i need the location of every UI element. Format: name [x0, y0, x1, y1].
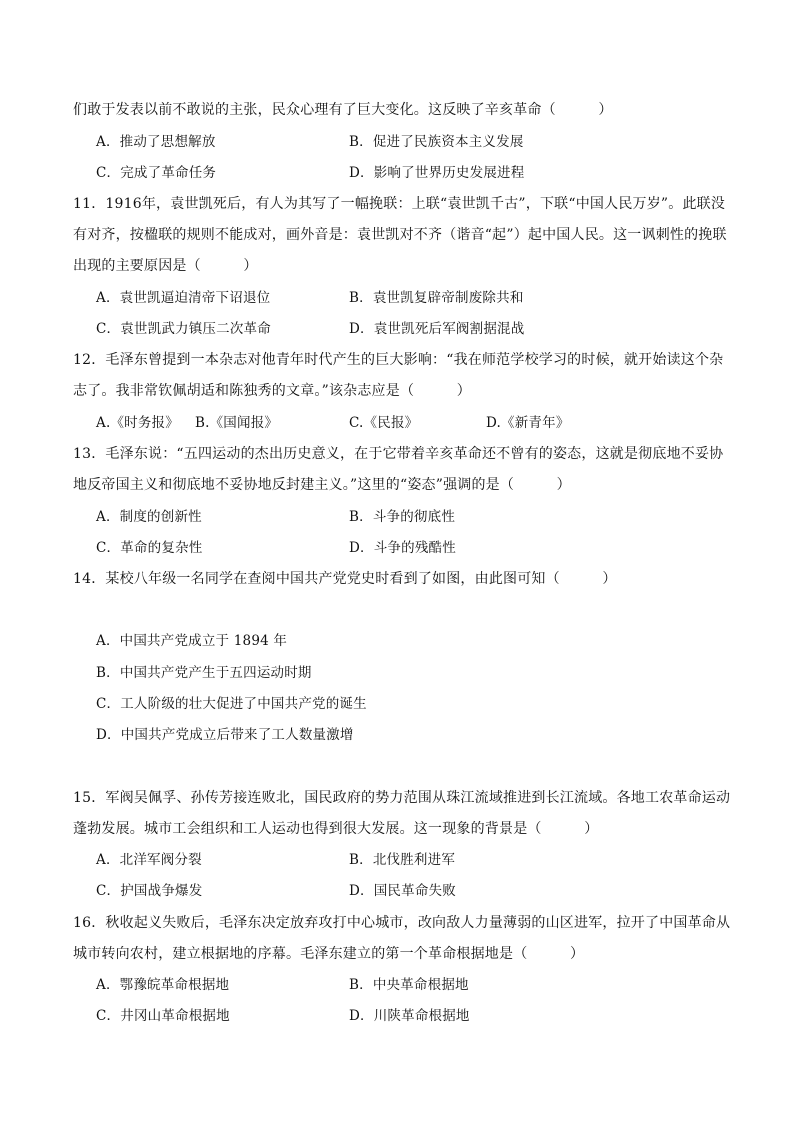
q10-option-d[interactable]: D．影响了世界历史发展进程: [349, 165, 525, 181]
q15-option-c[interactable]: C．护国战争爆发: [96, 883, 203, 899]
q15-option-d[interactable]: D．国民革命失败: [349, 883, 456, 899]
q11-stem-line: 出现的主要原因是（ ）: [73, 258, 258, 274]
q16-option-a[interactable]: A．鄂豫皖革命根据地: [96, 977, 230, 993]
q10-option-a[interactable]: A．推动了思想解放: [96, 134, 216, 150]
q12-stem-line: 12．毛泽东曾提到一本杂志对他青年时代产生的巨大影响：“我在师范学校学习的时候，就开始读这个杂: [73, 352, 724, 368]
q12-option-d[interactable]: D.《新青年》: [486, 415, 570, 431]
q11-stem-line: 有对齐，按楹联的规则不能成对，画外音是：袁世凯对不齐（谐音“起”）起中国人民。这一讽刺性的挽联: [73, 227, 727, 243]
q14-stem-line: 14．某校八年级一名同学在查阅中国共产党党史时看到了如图，由此图可知（ ）: [73, 571, 617, 587]
q15-option-a[interactable]: A．北洋军阀分裂: [96, 852, 202, 868]
q14-option-b[interactable]: B．中国共产党产生于五四运动时期: [96, 665, 312, 681]
q11-option-c[interactable]: C．袁世凯武力镇压二次革命: [96, 321, 271, 337]
q12-option-b[interactable]: B.《国闻报》: [195, 415, 279, 431]
q14-option-a[interactable]: A．中国共产党成立于 1894 年: [96, 633, 288, 649]
q15-stem-line: 蓬勃发展。城市工会组织和工人运动也得到很大发展。这一现象的背景是（ ）: [73, 821, 599, 837]
q13-stem-line: 地反帝国主义和彻底地不妥协地反封建主义。”这里的“姿态”强调的是（ ）: [73, 477, 571, 493]
q10-option-c[interactable]: C．完成了革命任务: [96, 165, 217, 181]
q12-option-a[interactable]: A.《时务报》: [96, 415, 179, 431]
q11-stem-line: 11．1916年，袁世凯死后，有人为其写了一幅挽联：上联“袁世凯千古”，下联“中国人民万岁”。此联没: [73, 196, 726, 212]
q16-stem-line: 16．秋收起义失败后，毛泽东决定放弃攻打中心城市，改向敌人力量薄弱的山区进军，拉开了中国革命从: [73, 915, 731, 931]
q13-option-a[interactable]: A．制度的创新性: [96, 509, 202, 525]
q16-stem-line: 城市转向农村，建立根据地的序幕。毛泽东建立的第一个革命根据地是（ ）: [73, 946, 585, 962]
q10-stem-line: 们敢于发表以前不敢说的主张，民众心理有了巨大变化。这反映了辛亥革命（ ）: [73, 102, 613, 118]
q14-option-c[interactable]: C．工人阶级的壮大促进了中国共产党的诞生: [96, 696, 367, 712]
q13-option-d[interactable]: D．斗争的残酷性: [349, 540, 456, 556]
q11-option-b[interactable]: B．袁世凯复辟帝制废除共和: [349, 290, 524, 306]
q11-option-d[interactable]: D．袁世凯死后军阀割据混战: [349, 321, 525, 337]
q15-option-b[interactable]: B．北伐胜利进军: [349, 852, 456, 868]
q12-option-c[interactable]: C.《民报》: [349, 415, 419, 431]
q15-stem-line: 15．军阀吴佩孚、孙传芳接连败北，国民政府的势力范围从珠江流域推进到长江流域。各地工农革命运动: [73, 790, 731, 806]
q16-option-c[interactable]: C．井冈山革命根据地: [96, 1008, 230, 1024]
q13-stem-line: 13．毛泽东说：“五四运动的杰出历史意义，在于它带着辛亥革命还不曾有的姿态，这就是彻底地不妥协: [73, 446, 724, 462]
q16-option-d[interactable]: D．川陕革命根据地: [349, 1008, 470, 1024]
q16-option-b[interactable]: B．中央革命根据地: [349, 977, 469, 993]
q10-option-b[interactable]: B．促进了民族资本主义发展: [349, 134, 524, 150]
q14-option-d[interactable]: D．中国共产党成立后带来了工人数量激增: [96, 727, 354, 743]
q12-stem-line: 志了。我非常钦佩胡适和陈独秀的文章。”该杂志应是（ ）: [73, 383, 471, 399]
q13-option-b[interactable]: B．斗争的彻底性: [349, 509, 456, 525]
q13-option-c[interactable]: C．革命的复杂性: [96, 540, 203, 556]
q11-option-a[interactable]: A．袁世凯逼迫清帝下诏退位: [96, 290, 271, 306]
